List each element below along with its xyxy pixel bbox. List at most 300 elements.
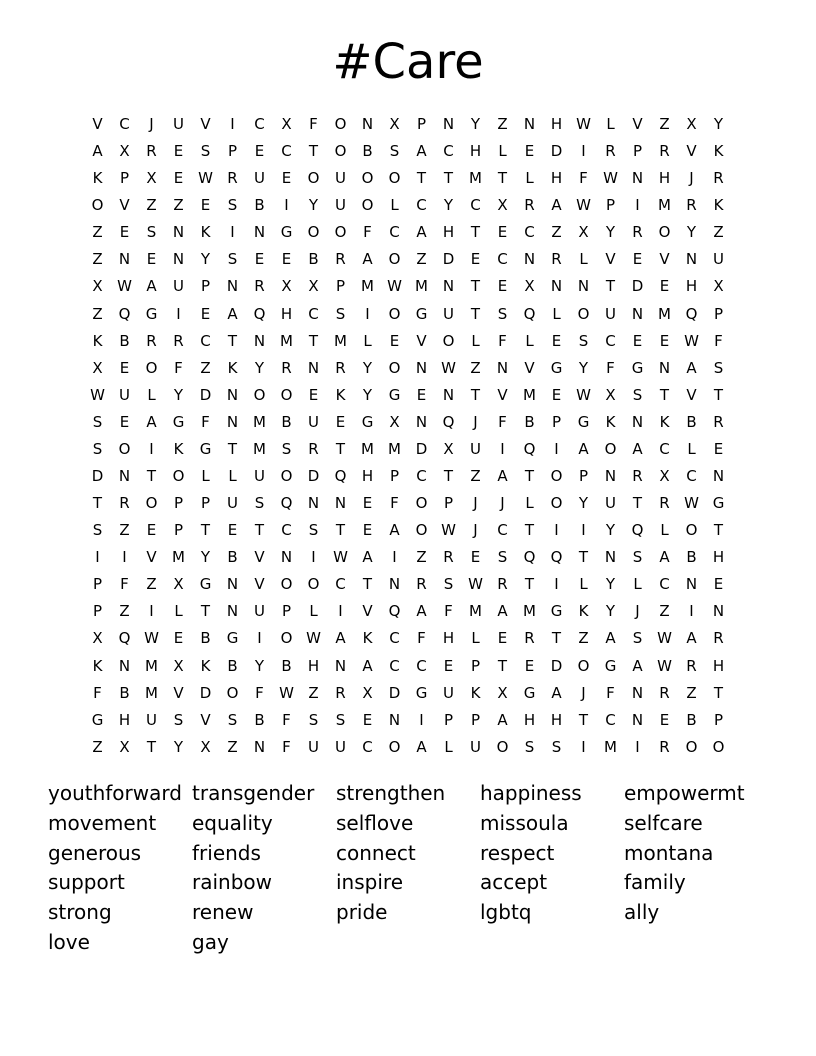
grid-letter: C [389, 629, 400, 648]
grid-letter: Q [685, 304, 698, 323]
grid-letter: H [280, 304, 293, 323]
grid-letter: H [550, 115, 563, 133]
grid-letter: B [281, 656, 292, 675]
grid-letter: E [281, 250, 292, 269]
grid-letter: O [388, 304, 401, 323]
grid-letter: L [579, 575, 588, 594]
grid-letter: F [309, 115, 318, 133]
grid-letter: P [470, 710, 481, 729]
grid-letter: U [146, 710, 157, 729]
grid-letter: X [119, 737, 130, 756]
grid-letter: N [118, 656, 131, 675]
grid-letter: Y [605, 602, 616, 621]
grid-letter: C [497, 521, 508, 540]
grid-letter: V [254, 548, 265, 567]
grid-letter: O [604, 439, 617, 458]
grid-letter: Z [173, 196, 184, 215]
grid-letter: Q [523, 548, 536, 567]
grid-letter: P [92, 575, 103, 594]
word-list-item: support [48, 870, 125, 895]
grid-letter: Z [200, 358, 211, 377]
grid-letter: X [713, 277, 724, 296]
grid-letter: K [470, 683, 481, 702]
grid-letter: F [363, 223, 372, 242]
grid-letter: W [333, 548, 348, 567]
grid-letter: M [469, 169, 482, 188]
grid-letter: D [550, 656, 563, 675]
grid-letter: G [199, 439, 212, 458]
grid-letter: Q [280, 494, 293, 513]
grid-letter: C [659, 439, 670, 458]
grid-letter: O [280, 467, 293, 486]
word-list-item: missoula [480, 810, 569, 835]
grid-letter: A [146, 412, 157, 431]
word-list-item: love [48, 929, 90, 954]
word-list-item: connect [336, 840, 416, 865]
grid-letter: H [658, 169, 671, 188]
grid-letter: S [335, 710, 346, 729]
grid-letter: H [712, 548, 725, 567]
grid-letter: Z [578, 629, 589, 648]
grid-letter: N [307, 494, 320, 513]
grid-letter: I [500, 439, 505, 458]
grid-letter: O [280, 629, 293, 648]
grid-letter: M [361, 277, 374, 296]
word-list-item: gay [192, 929, 229, 954]
grid-letter: C [605, 331, 616, 350]
grid-letter: O [307, 169, 320, 188]
grid-letter: D [442, 250, 455, 269]
grid-letter: M [145, 656, 158, 675]
grid-letter: A [416, 223, 427, 242]
grid-letter: O [415, 494, 428, 513]
word-list-item: montana [624, 840, 714, 865]
grid-letter: L [606, 115, 615, 133]
grid-letter: A [605, 629, 616, 648]
grid-letter: G [712, 494, 725, 513]
grid-letter: W [198, 169, 213, 188]
grid-letter: A [227, 304, 238, 323]
grid-letter: K [200, 223, 211, 242]
grid-letter: K [713, 196, 724, 215]
grid-letter: Z [308, 683, 319, 702]
grid-letter: H [550, 710, 563, 729]
grid-letter: L [633, 575, 642, 594]
grid-letter: X [200, 737, 211, 756]
grid-letter: B [524, 412, 535, 431]
grid-letter: R [146, 142, 157, 161]
grid-letter: X [497, 683, 508, 702]
grid-letter: N [226, 385, 239, 404]
grid-letter: N [334, 494, 347, 513]
grid-letter: K [227, 358, 238, 377]
grid-letter: K [92, 656, 103, 675]
grid-letter: T [200, 602, 211, 621]
grid-letter: P [470, 656, 481, 675]
grid-letter: U [713, 250, 724, 269]
grid-letter: T [497, 169, 508, 188]
grid-letter: I [149, 439, 154, 458]
grid-letter: M [658, 304, 671, 323]
grid-letter: I [581, 737, 586, 756]
word-list-item: selfcare [624, 810, 703, 835]
grid-letter: O [91, 196, 104, 215]
grid-letter: O [658, 223, 671, 242]
grid-letter: S [92, 439, 103, 458]
grid-letter: V [119, 196, 130, 215]
grid-letter: E [497, 223, 508, 242]
grid-letter: U [335, 169, 346, 188]
grid-letter: X [362, 683, 373, 702]
grid-letter: E [173, 629, 184, 648]
grid-letter: Q [388, 602, 401, 621]
grid-letter: Y [173, 385, 184, 404]
grid-letter: N [253, 737, 266, 756]
grid-letter: G [550, 358, 563, 377]
grid-letter: O [226, 683, 239, 702]
grid-letter: T [443, 169, 454, 188]
grid-letter: N [577, 277, 590, 296]
grid-letter: E [227, 521, 238, 540]
grid-letter: N [631, 304, 644, 323]
grid-letter: K [173, 439, 184, 458]
grid-letter: W [441, 521, 456, 540]
grid-letter: S [227, 250, 238, 269]
grid-letter: H [442, 629, 455, 648]
grid-letter: U [470, 737, 481, 756]
grid-letter: P [281, 602, 292, 621]
grid-letter: N [442, 385, 455, 404]
grid-letter: T [308, 331, 319, 350]
grid-letter: M [658, 196, 671, 215]
grid-letter: E [335, 412, 346, 431]
grid-letter: G [415, 683, 428, 702]
grid-letter: C [497, 250, 508, 269]
grid-letter: Q [523, 304, 536, 323]
grid-letter: Z [92, 250, 103, 269]
grid-letter: S [443, 575, 454, 594]
grid-letter: I [149, 602, 154, 621]
grid-letter: N [712, 467, 725, 486]
grid-letter: F [120, 575, 129, 594]
grid-letter: S [254, 494, 265, 513]
grid-letter: J [689, 169, 694, 188]
grid-letter: I [419, 710, 424, 729]
grid-letter: I [554, 439, 559, 458]
grid-letter: D [199, 683, 212, 702]
grid-letter: L [471, 331, 480, 350]
grid-letter: G [280, 223, 293, 242]
grid-letter: U [443, 304, 454, 323]
grid-letter: T [92, 494, 103, 513]
grid-letter: G [523, 683, 536, 702]
grid-letter: N [415, 412, 428, 431]
grid-letter: Z [92, 223, 103, 242]
grid-letter: S [632, 385, 643, 404]
grid-letter: C [416, 196, 427, 215]
grid-letter: I [635, 196, 640, 215]
grid-letter: N [631, 169, 644, 188]
grid-letter: T [632, 494, 643, 513]
grid-letter: U [173, 277, 184, 296]
word-list-item: youthforward [48, 781, 182, 805]
grid-letter: G [550, 602, 563, 621]
grid-letter: N [280, 548, 293, 567]
grid-letter: E [173, 142, 184, 161]
grid-letter: T [497, 656, 508, 675]
grid-letter: Q [442, 412, 455, 431]
grid-letter: X [119, 142, 130, 161]
grid-letter: E [524, 142, 535, 161]
grid-letter: S [308, 710, 319, 729]
grid-letter: O [415, 521, 428, 540]
grid-letter: N [604, 548, 617, 567]
grid-letter: D [91, 467, 104, 486]
grid-letter: C [389, 223, 400, 242]
grid-letter: R [686, 656, 697, 675]
grid-letter: S [227, 710, 238, 729]
grid-letter: U [308, 412, 319, 431]
grid-letter: Y [443, 196, 454, 215]
grid-letter: N [226, 412, 239, 431]
grid-letter: N [658, 358, 671, 377]
grid-letter: Q [523, 439, 536, 458]
grid-letter: A [362, 548, 373, 567]
grid-letter: C [443, 142, 454, 161]
grid-letter: O [145, 358, 158, 377]
grid-letter: N [631, 412, 644, 431]
grid-letter: Z [119, 602, 130, 621]
grid-letter: C [281, 521, 292, 540]
grid-letter: N [172, 223, 185, 242]
grid-letter: S [146, 223, 157, 242]
grid-letter: G [361, 412, 374, 431]
grid-letter: X [92, 277, 103, 296]
puzzle-title: #Care [332, 34, 484, 90]
grid-letter: I [230, 115, 235, 133]
grid-letter: K [605, 412, 616, 431]
grid-letter: U [443, 683, 454, 702]
grid-letter: I [365, 304, 370, 323]
grid-letter: N [685, 250, 698, 269]
grid-letter: F [390, 494, 399, 513]
grid-letter: E [524, 656, 535, 675]
grid-letter: N [226, 602, 239, 621]
grid-letter: A [632, 656, 643, 675]
grid-letter: V [416, 331, 427, 350]
grid-letter: I [122, 548, 127, 567]
grid-letter: E [470, 548, 481, 567]
grid-letter: V [524, 358, 535, 377]
grid-letter: T [416, 169, 427, 188]
grid-letter: E [659, 331, 670, 350]
grid-letter: B [119, 331, 130, 350]
grid-letter: E [173, 169, 184, 188]
grid-letter: W [441, 358, 456, 377]
grid-letter: T [551, 629, 562, 648]
grid-letter: J [500, 494, 505, 513]
grid-letter: R [254, 277, 265, 296]
grid-letter: P [92, 602, 103, 621]
grid-letter: B [281, 412, 292, 431]
grid-letter: Y [713, 115, 724, 133]
grid-letter: X [281, 277, 292, 296]
grid-letter: P [416, 115, 427, 133]
grid-letter: R [227, 169, 238, 188]
grid-letter: R [632, 223, 643, 242]
word-list-item: equality [192, 810, 273, 835]
grid-letter: F [255, 683, 264, 702]
grid-letter: J [473, 412, 478, 431]
grid-letter: I [95, 548, 100, 567]
grid-letter: O [712, 737, 725, 756]
grid-letter: P [443, 710, 454, 729]
grid-letter: R [659, 494, 670, 513]
grid-letter: O [253, 385, 266, 404]
grid-letter: V [632, 115, 643, 133]
grid-letter: N [550, 277, 563, 296]
grid-letter: U [335, 737, 346, 756]
grid-letter: E [146, 250, 157, 269]
grid-letter: E [551, 385, 562, 404]
grid-letter: E [308, 385, 319, 404]
grid-letter: O [145, 494, 158, 513]
grid-letter: O [361, 196, 374, 215]
grid-letter: L [390, 196, 399, 215]
grid-letter: E [659, 710, 670, 729]
grid-letter: G [199, 575, 212, 594]
grid-letter: Y [578, 358, 589, 377]
grid-letter: Z [146, 575, 157, 594]
grid-letter: E [713, 439, 724, 458]
grid-letter: L [525, 494, 534, 513]
grid-letter: P [119, 169, 130, 188]
grid-letter: O [280, 575, 293, 594]
word-list-item: generous [48, 840, 142, 865]
grid-letter: T [227, 331, 238, 350]
grid-letter: Z [92, 737, 103, 756]
grid-letter: F [174, 358, 183, 377]
grid-letter: A [416, 142, 427, 161]
grid-letter: E [200, 196, 211, 215]
grid-letter: N [631, 683, 644, 702]
grid-letter: C [308, 304, 319, 323]
grid-letter: G [415, 304, 428, 323]
grid-letter: O [496, 737, 509, 756]
word-list-item: inspire [336, 870, 403, 895]
grid-letter: A [335, 629, 346, 648]
grid-letter: E [119, 223, 130, 242]
grid-letter: T [470, 277, 481, 296]
grid-letter: G [172, 412, 185, 431]
grid-letter: K [92, 331, 103, 350]
grid-letter: A [146, 277, 157, 296]
grid-letter: B [254, 196, 265, 215]
word-list-item: transgender [192, 781, 315, 805]
grid-letter: E [551, 331, 562, 350]
grid-letter: P [578, 467, 589, 486]
grid-letter: E [119, 412, 130, 431]
grid-letter: A [92, 142, 103, 161]
grid-letter: C [686, 467, 697, 486]
grid-letter: Y [605, 521, 616, 540]
grid-letter: F [444, 602, 453, 621]
grid-letter: L [444, 737, 453, 756]
grid-letter: T [659, 385, 670, 404]
grid-letter: Z [227, 737, 238, 756]
grid-letter: A [551, 196, 562, 215]
grid-letter: Z [551, 223, 562, 242]
grid-letter: X [578, 223, 589, 242]
grid-letter: O [334, 223, 347, 242]
grid-letter: C [416, 467, 427, 486]
grid-letter: S [524, 737, 535, 756]
grid-letter: W [603, 169, 618, 188]
grid-letter: Z [92, 304, 103, 323]
grid-letter: V [686, 142, 697, 161]
grid-letter: C [335, 575, 346, 594]
grid-letter: T [335, 521, 346, 540]
grid-letter: E [416, 385, 427, 404]
grid-letter: E [632, 250, 643, 269]
grid-letter: O [307, 575, 320, 594]
grid-letter: N [631, 710, 644, 729]
grid-letter: L [579, 250, 588, 269]
grid-letter: R [497, 575, 508, 594]
word-list-item: selflove [336, 810, 414, 835]
grid-letter: I [176, 304, 181, 323]
grid-letter: Y [173, 737, 184, 756]
grid-letter: L [687, 439, 696, 458]
grid-letter: W [684, 494, 699, 513]
grid-letter: P [335, 277, 346, 296]
grid-letter: R [416, 575, 427, 594]
grid-letter: I [689, 602, 694, 621]
grid-letter: L [174, 602, 183, 621]
grid-letter: P [713, 304, 724, 323]
grid-letter: V [146, 548, 157, 567]
word-list-item: ally [624, 900, 660, 925]
grid-letter: M [361, 439, 374, 458]
grid-letter: I [284, 196, 289, 215]
grid-letter: T [470, 223, 481, 242]
grid-letter: W [576, 115, 591, 133]
grid-letter: F [282, 710, 291, 729]
grid-letter: C [605, 710, 616, 729]
grid-letter: S [497, 548, 508, 567]
grid-letter: C [362, 737, 373, 756]
word-list-item: movement [48, 810, 157, 835]
grid-letter: O [118, 439, 131, 458]
grid-letter: S [227, 196, 238, 215]
grid-letter: I [392, 548, 397, 567]
grid-letter: T [308, 142, 319, 161]
grid-letter: D [415, 439, 428, 458]
grid-letter: Y [200, 250, 211, 269]
grid-letter: Q [334, 467, 347, 486]
grid-letter: U [254, 169, 265, 188]
grid-letter: R [119, 494, 130, 513]
grid-letter: J [473, 494, 478, 513]
grid-letter: X [173, 575, 184, 594]
grid-letter: U [335, 196, 346, 215]
grid-letter: X [92, 629, 103, 648]
grid-letter: X [497, 196, 508, 215]
grid-letter: S [632, 548, 643, 567]
grid-letter: N [496, 358, 509, 377]
grid-letter: N [415, 358, 428, 377]
grid-letter: H [442, 223, 455, 242]
